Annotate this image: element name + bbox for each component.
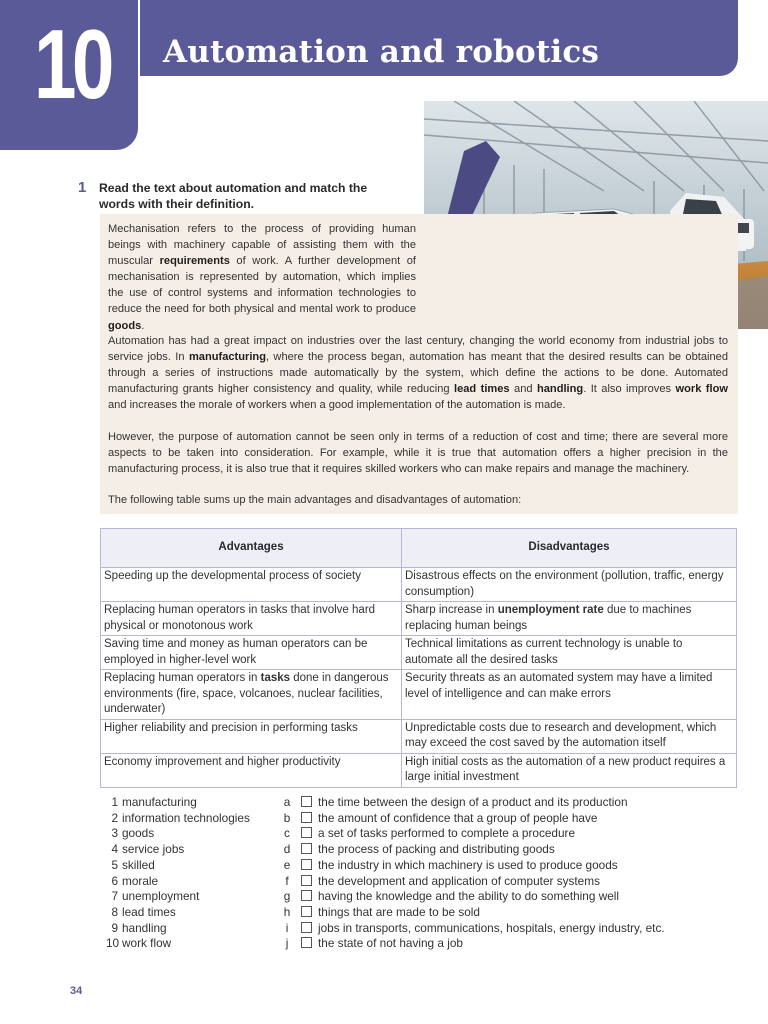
table-row [101, 753, 737, 787]
answer-checkbox[interactable] [301, 906, 312, 917]
answer-checkbox[interactable] [301, 922, 312, 933]
definition-text: the time between the design of a product and its production [318, 795, 628, 809]
table-row [101, 602, 737, 636]
advantage-cell: Replacing human operators in tasks that involve hard physical or monotonous work [101, 602, 402, 636]
word-term: service jobs [122, 842, 185, 857]
definition-letter: e [283, 857, 291, 872]
word-number: 2 [111, 810, 118, 825]
word-number: 1 [111, 795, 118, 809]
answer-checkbox[interactable] [301, 796, 312, 807]
word-number: 8 [111, 904, 118, 919]
table-body [101, 568, 737, 788]
exercise-instruction: Read the text about automation and match the words with their definition. [99, 181, 368, 211]
reading-paragraph-3: However, the purpose of automation cannot be seen only in terms of a reduction of cost and time; there are several more aspects to be taken into consideration. For example, while it is true that automation offers a higher precision in the manufacturing process, it is also true that it requires skilled workers who can make repairs and manage the machinery. [108, 431, 728, 476]
word-term: skilled [122, 857, 155, 872]
table-header-advantages: Advantages [101, 529, 402, 568]
page-number: 34 [70, 985, 83, 997]
word-number: 5 [111, 857, 118, 872]
definition-text: the development and application of computer systems [318, 873, 600, 888]
answer-checkbox[interactable] [301, 859, 312, 870]
definition-text: the state of not having a job [318, 936, 463, 951]
word-term: manufacturing [122, 795, 197, 809]
word-number: 3 [111, 826, 118, 841]
answer-checkbox[interactable] [301, 875, 312, 886]
definition-letter: c [284, 826, 290, 841]
disadvantage-cell: High initial costs as the automation of a new product requires a large initial investment [402, 753, 737, 787]
definition-text: things that are made to be sold [318, 904, 480, 919]
disadvantage-cell: Sharp increase in unemployment rate due to machines replacing human beings [402, 602, 737, 636]
reading-paragraph-2: Automation has had a great impact on industries over the last century, changing the world economy from industrial jobs to service jobs. In manufacturing, where the process began, automation has meant that the desired results can be obtained through a series of instructions made automatically by the system, which define the actions to be done. Automated manufacturing grants higher consistency and quality, while reducing lead times and handling. It also improves work flow and increases the morale of workers when a good implementation of the automation is made. [108, 335, 728, 412]
reading-paragraph-4: The following table sums up the main advantages and disadvantages of automation: [108, 494, 522, 506]
word-term: handling [122, 920, 167, 935]
definition-letter: a [283, 795, 291, 809]
exercise-number: 1 [78, 179, 87, 196]
definition-text: a set of tasks performed to complete a procedure [318, 826, 576, 841]
unit-number: 10 [34, 9, 110, 119]
disadvantage-cell: Security threats as an automated system may have a limited level of intelligence and can make errors [402, 670, 737, 720]
answer-checkbox[interactable] [301, 812, 312, 823]
definition-text: having the knowledge and the ability to do something well [318, 889, 620, 904]
advantage-cell: Saving time and money as human operators can be employed in higher-level work [101, 636, 402, 670]
word-number: 4 [111, 842, 118, 857]
word-number: 6 [111, 873, 118, 888]
advantage-cell: Economy improvement and higher productivity [101, 753, 402, 787]
definition-letter: b [283, 810, 291, 825]
definition-letter: h [283, 904, 291, 919]
word-term: work flow [122, 936, 172, 951]
definition-letter: f [285, 873, 289, 888]
definition-letter: j [285, 936, 289, 951]
table-row [101, 670, 737, 720]
reading-paragraph-1: Mechanisation refers to the process of providing human beings with machinery capable of assisting them with the muscular requirements of work. A further development of mechanisation is represented by automation, which implies the use of control systems and information technologies to reduce the need for both physical and mental work to produce goods. [108, 223, 417, 332]
disadvantage-cell: Unpredictable costs due to research and development, which may exceed the cost saved by the automation itself [402, 719, 737, 753]
definition-text: jobs in transports, communications, hospitals, energy industry, etc. [318, 920, 665, 935]
answer-checkbox[interactable] [301, 843, 312, 854]
advantage-cell: Higher reliability and precision in performing tasks [101, 719, 402, 753]
disadvantage-cell: Disastrous effects on the environment (pollution, traffic, energy consumption) [402, 568, 737, 602]
word-term: information technologies [122, 810, 250, 825]
table-row [101, 719, 737, 753]
word-number: 7 [111, 889, 118, 904]
word-term: unemployment [122, 889, 200, 904]
advantage-cell: Speeding up the developmental process of society [101, 568, 402, 602]
answer-checkbox[interactable] [301, 890, 312, 901]
table-row [101, 636, 737, 670]
advantage-cell: Replacing human operators in tasks done in dangerous environments (fire, space, volcanoes, nuclear facilities, underwater) [101, 670, 402, 720]
answer-checkbox[interactable] [301, 937, 312, 948]
table-row [101, 568, 737, 602]
word-term: goods [122, 826, 155, 841]
table-header-disadvantages: Disadvantages [402, 529, 737, 568]
definition-letter: d [283, 842, 291, 857]
word-term: lead times [122, 904, 176, 919]
advantages-disadvantages-table [100, 528, 737, 782]
definition-letter: g [283, 889, 291, 904]
unit-number-badge [0, 0, 138, 150]
definition-text: the process of packing and distributing goods [318, 842, 555, 857]
definition-letter: i [285, 920, 289, 935]
disadvantage-cell: Technical limitations as current technology is unable to automate all the desired tasks [402, 636, 737, 670]
unit-title: Automation and robotics [163, 34, 600, 70]
definition-text: the industry in which machinery is used to produce goods [318, 857, 618, 872]
word-number: 10 [106, 936, 120, 951]
definition-text: the amount of confidence that a group of people have [318, 810, 598, 825]
answer-checkbox[interactable] [301, 827, 312, 838]
word-number: 9 [111, 920, 118, 935]
word-term: morale [122, 873, 159, 888]
